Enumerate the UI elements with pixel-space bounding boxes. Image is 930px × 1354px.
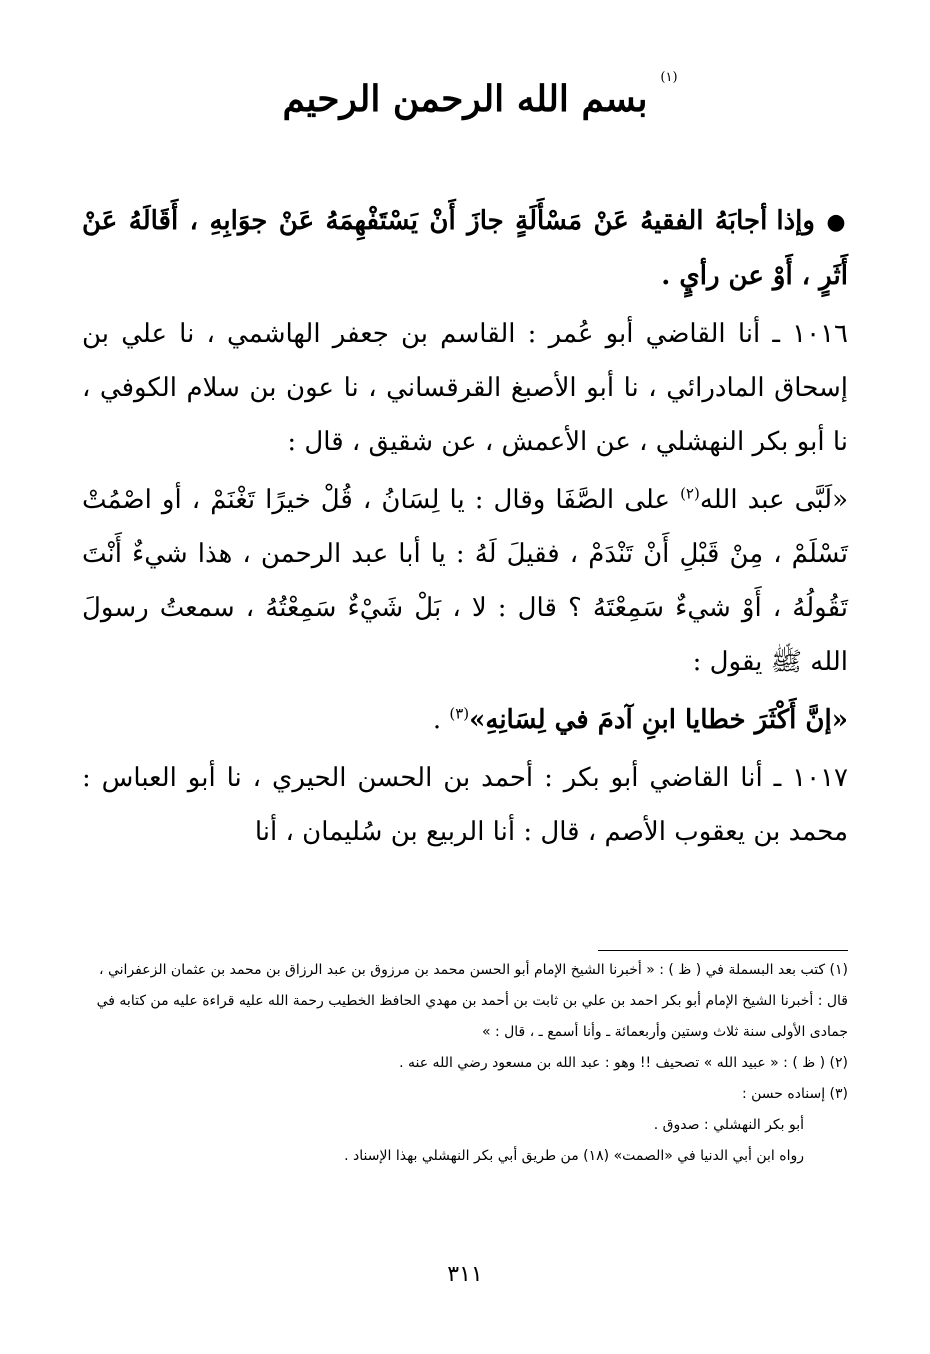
chapter-heading: [82, 194, 848, 303]
narration-1017: ١٠١٧ ـ أنا القاضي أبو بكر : أحمد بن الحسن الحيري ، نا أبو العباس : محمد بن يعقوب الأصم ، قال : أنا الربيع بن سُليمان ، أنا: [82, 763, 849, 847]
basmala-calligraphy: [282, 70, 678, 120]
quote-rest: على الصَّفَا وقال : يا لِسَانُ ، قُلْ خيرًا تَغْنَمْ ، أو اصْمُتْ تَسْلَمْ ، مِنْ قَبْلِ أَنْ تَنْدَمْ ، فقيلَ لَهُ : يا أبا عبد الرحمن ، هذا شيءٌ أَنْتَ تَقُولُهُ ، أَوْ شيءٌ سَمِعْتَهُ ؟ قال : لا ، بَلْ شَيْءٌ سَمِعْتُهُ ، سمعتُ رسولَ الله ﷺ يقول :: [82, 485, 848, 677]
bullet-icon: ●: [826, 209, 848, 235]
page-number: ٣١١: [447, 1262, 483, 1287]
footnote-3-line-2: رواه ابن أبي الدنيا في «الصمت» (١٨) من طريق أبي بكر النهشلي بهذا الإسناد .: [344, 1148, 804, 1164]
basmala-footnote-ref: (١): [660, 70, 678, 85]
hadith-text: «إنَّ أَكْثَرَ خطايا ابنِ آدمَ في لِسَانِهِ»: [469, 705, 848, 735]
footnote-3-title: (٣) إسناده حسن :: [741, 1086, 848, 1102]
main-text: [82, 194, 848, 859]
quote-start: «لَبَّى عبد الله: [699, 485, 848, 515]
footnote-ref-2: (٢): [680, 484, 700, 503]
hadith-paragraph: [82, 693, 848, 747]
footnote-divider: [598, 950, 848, 951]
basmala-text: بسم الله الرحمن الرحيم: [282, 78, 648, 120]
footnote-3-line-1: أبو بكر النهشلي : صدوق .: [653, 1117, 804, 1133]
hadith-end: .: [432, 705, 450, 735]
narration-1016: ١٠١٦ ـ أنا القاضي أبو عُمر : القاسم بن جعفر الهاشمي ، نا علي بن إسحاق المادرائي ، نا أبو الأصبغ القرقساني ، نا عون بن سلام الكوفي ، نا أبو بكر النهشلي ، عن الأعمش ، عن شقيق ، قال :: [82, 319, 848, 457]
chapter-heading-text: وإذا أجابَهُ الفقيهُ عَنْ مَسْأَلَةٍ جازَ أَنْ يَسْتَفْهِمَهُ عَنْ جوَابِهِ ، أَقَالَهُ عَنْ أَثَرٍ ، أَوْ عن رأيٍ .: [82, 206, 848, 291]
footnote-2: (٢) ( ظ ) : « عبيد الله » تصحيف !! وهو : عبد الله بن مسعود رضي الله عنه .: [399, 1055, 848, 1071]
quote-paragraph: [82, 473, 848, 689]
footnote-1: (١) كتب بعد البسملة في ( ظ ) : « أخبرنا الشيخ الإمام أبو الحسن محمد بن مرزوق بن عبد الرزاق بن محمد بن عثمان الزعفراني ، قال : أخبرنا الشيخ الإمام أبو بكر احمد بن علي بن ثابت بن أحمد بن مهدي الحافظ الخطيب رحمة الله عليه قراءة عليه من كتابه في جمادى الأولى سنة ثلاث وستين وأربعمائة ـ وأنا أسمع ـ ، قال : »: [96, 962, 848, 1040]
footnote-ref-3: (٣): [449, 704, 470, 723]
basmala-header: [0, 70, 930, 120]
footnotes: [82, 950, 848, 1172]
